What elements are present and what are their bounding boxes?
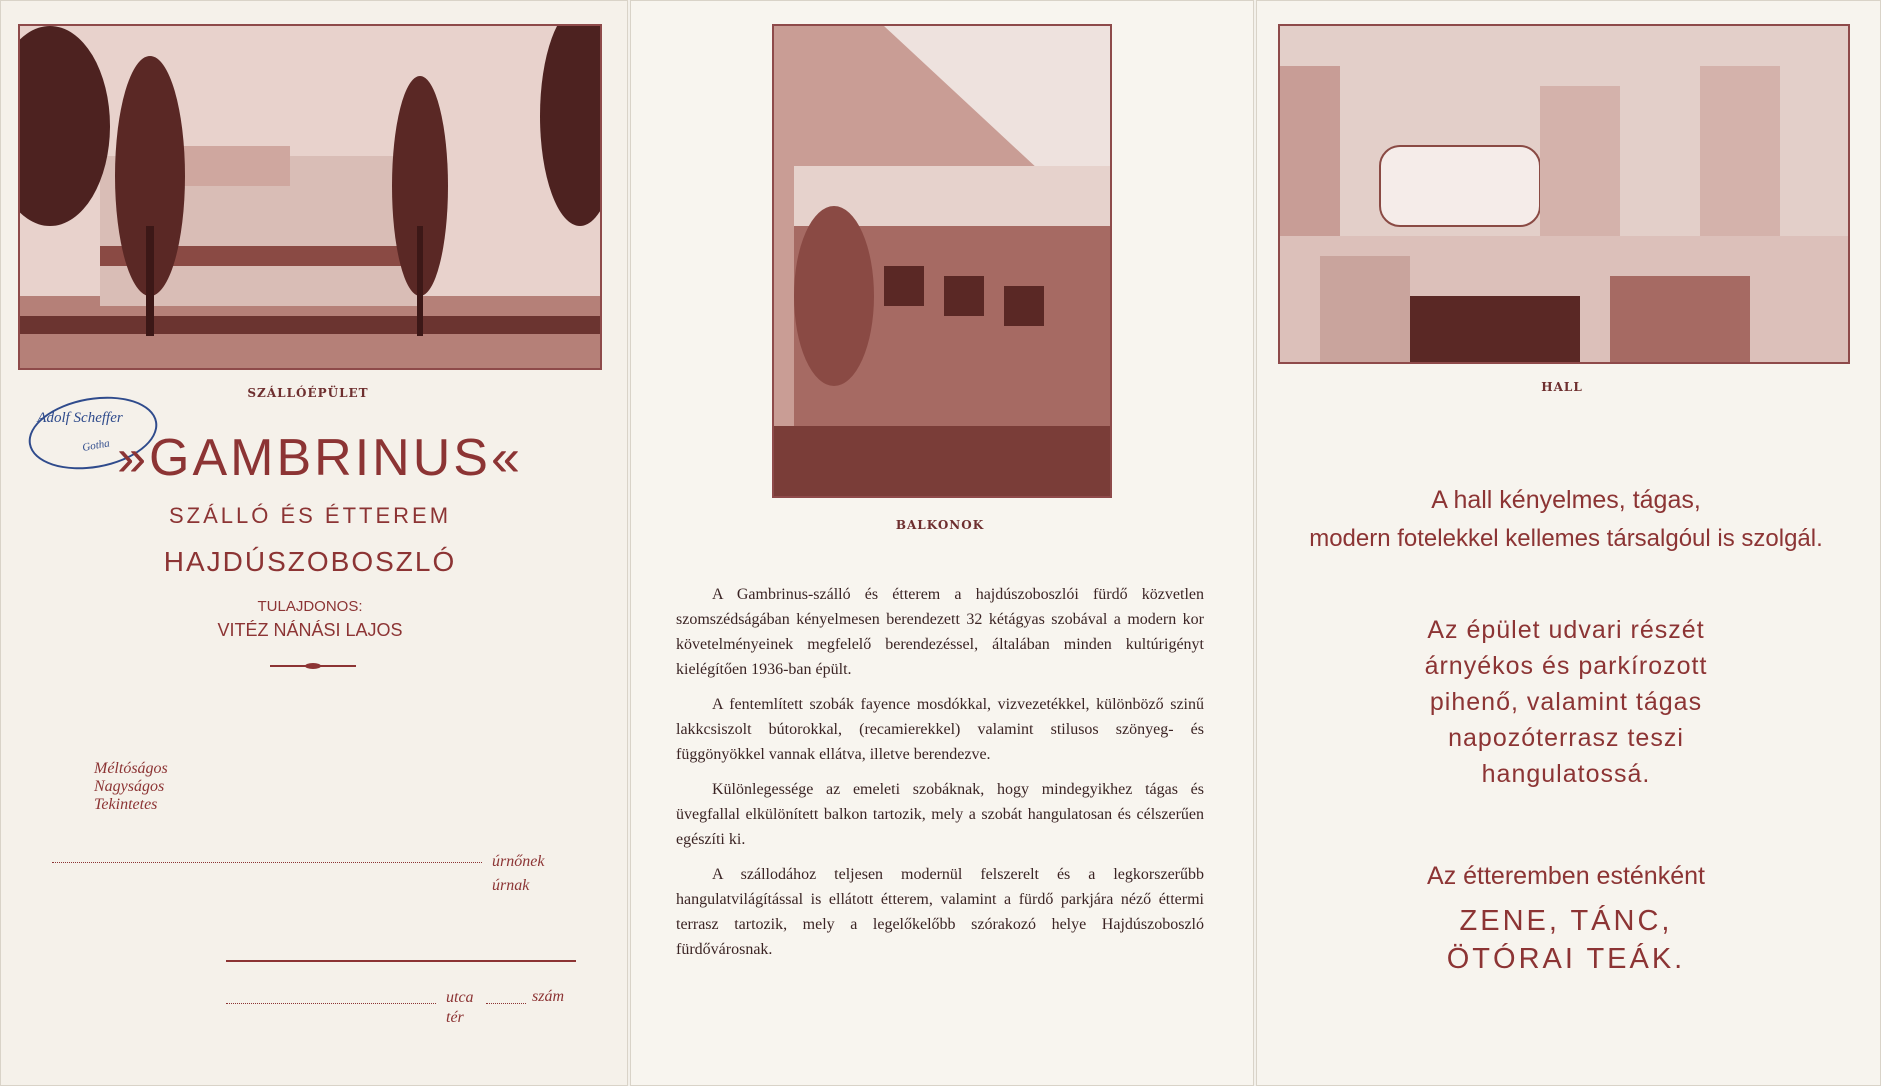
owner-stamp: Adolf Scheffer Gotha xyxy=(23,387,163,479)
addressee-suffix xyxy=(492,850,544,898)
hall-description-line2: modern fotelekkel kellemes társalgóul is szolgál. xyxy=(1309,525,1823,552)
hotel-subtitle: SZÁLLÓ ÉS ÉTTEREM xyxy=(168,503,452,528)
evening-intro: Az étteremben esténként xyxy=(1427,862,1705,890)
courtyard-line-2: árnyékos és parkírozott xyxy=(1424,652,1708,680)
label-ter: tér xyxy=(446,1009,464,1026)
suffix-urnak: úrnak xyxy=(492,877,530,894)
salutation-list xyxy=(94,760,168,814)
hotel-name-title: »GAMBRINUS« xyxy=(117,429,523,487)
photo-caption: BALKONOK xyxy=(895,518,985,532)
courtyard-line-1: Az épület udvari részét xyxy=(1427,616,1705,644)
paragraph-3: Különlegessége az emeleti szobáknak, hogy mindegyikhez tágas és üvegfallal elkülönített balkon tartozik, mely a szobát hangulatosan és célszerűen egészíti ki. xyxy=(676,781,1204,848)
paragraph-2: A fentemlített szobák fayence mosdókkal, vizvezetékkel, különböző szinű lakkcsiszolt bútorokkal, (recamierekkel) valamint stilusos szönyeg- és függönyökkel vannak ellátva, illetve berendezve. xyxy=(676,696,1204,763)
courtyard-line-3: pihenő, valamint tágas xyxy=(1429,688,1703,716)
salutation-1: Méltóságos xyxy=(94,760,168,777)
number-line[interactable] xyxy=(486,1003,526,1004)
label-utca: utca xyxy=(446,989,474,1006)
addressee-line[interactable] xyxy=(52,862,482,863)
program-line-1: ZENE, TÁNC, xyxy=(1459,905,1673,937)
hall-description-line1: A hall kényelmes, tágas, xyxy=(1431,486,1701,514)
program-line-2: ÖTÓRAI TEÁK. xyxy=(1446,943,1686,975)
street-labels xyxy=(446,988,474,1028)
balconies-photo xyxy=(772,24,1112,498)
street-line[interactable] xyxy=(226,1003,436,1004)
paragraph-4: A szállodához teljesen modernül felszerelt és a legkorszerűbb hangulatvilágítással is ellátott étterem, valamint a fürdő parkjára néző éttermi terrasz tartozik, mely a legelőkelőbb szórakozó helye Hajdúszoboszló fürdővárosnak. xyxy=(676,866,1204,958)
hall-photo xyxy=(1278,24,1850,364)
courtyard-line-5: hangulatossá. xyxy=(1481,760,1651,788)
label-szam: szám xyxy=(532,988,565,1005)
suffix-urnonek: úrnőnek xyxy=(492,853,545,870)
owner-name: VITÉZ NÁNÁSI LAJOS xyxy=(217,620,403,640)
owner-label: TULAJDONOS: xyxy=(257,598,363,615)
paragraph-1: A Gambrinus-szálló és étterem a hajdúszoboszlói fürdő közvetlen szomszédságában kényelmesen berendezett 32 kétágyas szobával a modern kor követelményeinek megfelelő berendezéssel, általában minden kultúrigényt kielégítően 1936-ban épült. xyxy=(676,586,1204,678)
evening-program xyxy=(1276,902,1856,978)
city-name: HAJDÚSZOBOSZLÓ xyxy=(163,546,457,577)
hotel-building-photo xyxy=(18,24,602,370)
address-line[interactable] xyxy=(226,960,576,962)
ornament-divider xyxy=(270,662,356,670)
salutation-3: Tekintetes xyxy=(94,796,158,813)
description-text xyxy=(676,582,1204,972)
photo-caption: HALL xyxy=(1541,380,1583,394)
photo-caption: SZÁLLÓÉPÜLET xyxy=(247,386,369,400)
courtyard-line-4: napozóterrasz teszi xyxy=(1448,724,1684,752)
salutation-2: Nagyságos xyxy=(94,778,165,795)
brochure-cover-panel xyxy=(0,0,628,1086)
courtyard-description xyxy=(1276,612,1856,792)
